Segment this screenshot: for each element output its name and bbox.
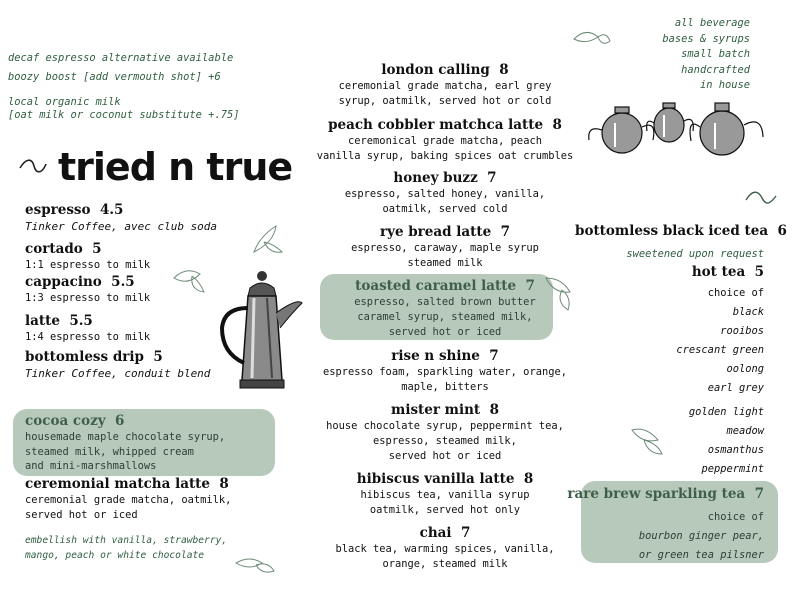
bases-line: handcrafted [681, 63, 750, 76]
bases-line: small batch [681, 48, 750, 60]
note-line: embellish with vanilla, strawberry, [25, 535, 228, 546]
choice-label: choice of [707, 287, 764, 299]
milk-substitute-note: [oat milk or coconut substitute +.75] [8, 109, 240, 121]
teapots-icon [587, 95, 777, 165]
item-desc [300, 365, 590, 395]
item-price: 5.5 [111, 274, 135, 290]
decaf-note: decaf espresso alternative available [8, 52, 234, 64]
menu-item-cortado [25, 241, 150, 273]
menu-item-bottomless-drip [25, 349, 210, 381]
tea-option: bourbon ginger pear, [638, 530, 764, 542]
tea-option: golden light [688, 406, 764, 418]
desc-line: espresso, caraway, maple syrup [351, 242, 539, 254]
item-price: 8 [523, 471, 534, 487]
item-desc [300, 419, 590, 464]
desc-line: house chocolate syrup, peppermint tea, [326, 420, 564, 432]
desc-line: oatmilk, served hot only [369, 504, 521, 516]
desc-line: steamed milk [407, 257, 483, 269]
desc-line: hibiscus tea, vanilla syrup [360, 489, 530, 501]
item-name: hibiscus vanilla latte [356, 471, 515, 487]
menu-item-iced-tea [575, 223, 787, 240]
item-desc: Tinker Coffee, conduit blend [25, 367, 211, 380]
leaf-icon [542, 272, 578, 312]
item-desc [25, 430, 225, 474]
tea-option: oolong [726, 363, 764, 375]
menu-item-cappacino [25, 274, 150, 306]
item-name: latte [25, 313, 60, 329]
tea-option: black [732, 306, 764, 318]
menu-item-chai [300, 525, 590, 572]
menu-item-peach-cobbler [300, 117, 590, 164]
boozy-note: boozy boost [add vermouth shot] +6 [8, 71, 221, 83]
item-desc [300, 488, 590, 518]
item-name: toasted caramel latte [355, 278, 517, 294]
desc-line: maple, bitters [401, 381, 489, 393]
sparkling-options [639, 508, 764, 565]
bases-line: bases & syrups [662, 32, 750, 45]
tea-option: or green tea pilsner [638, 549, 764, 561]
desc-line: served hot or iced [388, 450, 502, 462]
menu-item-mister-mint [300, 402, 590, 464]
desc-line: housemade maple chocolate syrup, [25, 431, 226, 443]
item-price: 6 [115, 413, 125, 429]
menu-item-sparkling-tea [567, 486, 764, 503]
item-name: cocoa cozy [25, 413, 106, 429]
item-name: cortado [25, 241, 83, 257]
item-name: london calling [381, 62, 490, 78]
item-desc [25, 493, 231, 523]
item-price: 8 [499, 62, 509, 78]
iced-tea-note: sweetened upon request [626, 248, 764, 260]
menu-item-london-calling [300, 62, 590, 109]
hot-tea-options [676, 284, 764, 479]
item-desc: 1:4 espresso to milk [25, 331, 151, 343]
choice-label: choice of [707, 511, 764, 523]
item-price: 5 [754, 264, 764, 280]
item-price: 5 [92, 241, 102, 257]
desc-line: espresso foam, sparkling water, orange, [323, 366, 567, 378]
desc-line: espresso, salted honey, vanilla, [344, 188, 546, 200]
tea-option: meadow [726, 425, 764, 437]
desc-line: ceremonial grade matcha, earl grey [338, 80, 552, 92]
item-desc [300, 79, 590, 109]
tea-option: crescant green [676, 344, 764, 356]
item-name: chai [419, 525, 452, 541]
item-price: 7 [754, 486, 764, 502]
desc-line: steamed milk, whipped cream [25, 445, 194, 458]
item-price: 7 [500, 224, 511, 240]
swash-icon [744, 188, 780, 208]
desc-line: oatmilk, served cold [382, 203, 508, 215]
item-desc: 1:3 espresso to milk [25, 292, 151, 304]
item-price: 5.5 [69, 313, 93, 329]
item-price: 8 [219, 476, 229, 492]
item-desc [300, 241, 590, 271]
item-price: 8 [552, 117, 562, 133]
item-name: rye bread latte [379, 224, 492, 240]
item-price: 7 [525, 278, 535, 294]
desc-line: espresso, salted brown butter [354, 296, 536, 308]
item-price: 4.5 [99, 202, 124, 218]
menu-item-ceremonial-matcha [25, 476, 231, 523]
item-name: ceremonial matcha latte [25, 476, 211, 492]
item-price: 6 [777, 223, 787, 239]
menu-item-hibiscus [300, 471, 590, 518]
desc-line: caramel syrup, steamed milk, [357, 311, 533, 323]
item-name: espresso [25, 202, 91, 218]
desc-line: syrup, oatmilk, served hot or cold [338, 95, 552, 107]
tea-option: earl grey [707, 382, 764, 394]
note-line: mango, peach or white chocolate [25, 550, 205, 561]
item-name: honey buzz [393, 170, 478, 186]
section-title: tried n true [58, 145, 293, 189]
tea-option: osmanthus [707, 444, 764, 456]
menu-item-latte [25, 313, 150, 345]
leaf-icon [172, 264, 212, 294]
tea-option: rooibos [720, 325, 764, 337]
desc-line: vanilla syrup, baking spices oat crumbles [316, 150, 574, 162]
desc-line: served hot or iced [388, 326, 502, 338]
bases-line: in house [699, 79, 750, 91]
milk-note: local organic milk [8, 96, 121, 108]
item-desc [300, 134, 590, 164]
item-price: 7 [487, 170, 497, 186]
leaf-icon [234, 553, 278, 577]
desc-line: and mini-marshmallows [25, 460, 157, 472]
bases-line: all beverage [674, 17, 750, 29]
leaf-icon [628, 424, 668, 458]
item-desc [300, 542, 590, 572]
swash-icon [18, 156, 48, 176]
item-name: hot tea [691, 264, 746, 280]
menu-item-hot-tea [692, 264, 764, 281]
desc-line: black tea, warming spices, vanilla, [335, 543, 555, 555]
menu-item-rise-n-shine [300, 348, 590, 395]
item-name: mister mint [391, 402, 481, 418]
item-name: rise n shine [391, 348, 480, 364]
desc-line: served hot or iced [25, 509, 138, 521]
item-name: bottomless black iced tea [575, 223, 769, 239]
leaf-icon [250, 222, 286, 256]
item-desc: 1:1 espresso to milk [25, 259, 151, 271]
tea-option: peppermint [701, 463, 764, 475]
item-name: bottomless drip [25, 349, 144, 365]
item-price: 7 [460, 525, 471, 541]
item-desc [300, 187, 590, 217]
leaf-icon [572, 25, 612, 51]
item-name: peach cobbler matchca latte [328, 117, 544, 133]
bases-note [662, 16, 750, 94]
item-desc: Tinker Coffee, avec club soda [25, 220, 218, 233]
menu-item-rye-bread [300, 224, 590, 271]
desc-line: espresso, steamed milk, [373, 435, 517, 447]
desc-line: ceremonial grade matcha, oatmilk, [25, 494, 232, 506]
embellish-note [25, 533, 227, 563]
item-name: cappacino [25, 274, 102, 290]
item-name: rare brew sparkling tea [567, 486, 746, 502]
menu-item-espresso [25, 202, 217, 234]
item-price: 8 [489, 402, 499, 418]
item-price: 7 [489, 348, 499, 364]
item-price: 5 [153, 349, 163, 365]
coffee-pot-icon [212, 268, 312, 398]
desc-line: orange, steamed milk [382, 558, 508, 570]
menu-item-honey-buzz [300, 170, 590, 217]
menu-item-cocoa-cozy [25, 413, 225, 474]
desc-line: ceremonical grade matcha, peach [348, 135, 542, 147]
